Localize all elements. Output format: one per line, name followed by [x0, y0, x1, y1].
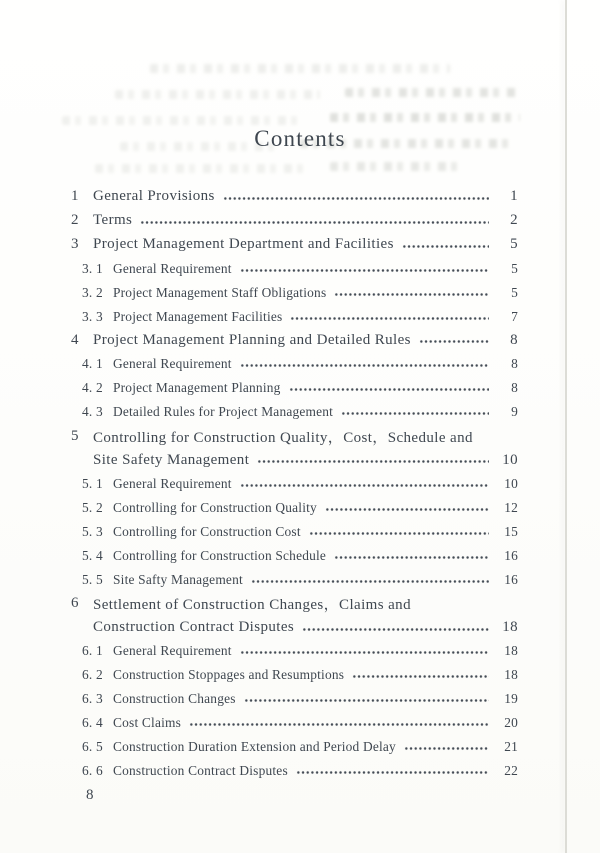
entry-title: Controlling for Construction Quality，Cost，Schedule and — [93, 429, 473, 446]
toc-entry — [71, 352, 518, 376]
toc-entry — [71, 305, 518, 329]
dot-leader — [419, 329, 489, 353]
entry-number: 5. 1 — [82, 476, 103, 492]
toc-entry — [71, 520, 518, 544]
entry-number: 6. 1 — [82, 643, 103, 659]
entry-number: 3. 2 — [82, 284, 103, 300]
entry-page-number: 16 — [504, 547, 518, 563]
entry-page-number: 18 — [504, 667, 518, 683]
entry-number: 5. 4 — [82, 547, 103, 563]
bleed-through-ghost-text — [150, 64, 450, 73]
entry-number: 3. 3 — [82, 308, 103, 324]
toc-entry — [71, 663, 518, 687]
entry-number: 4. 1 — [82, 356, 103, 372]
entry-page-number: 18 — [502, 619, 518, 636]
entry-number: 6. 6 — [82, 763, 103, 779]
entry-title: Terms — [93, 212, 133, 229]
toc-entry — [71, 257, 518, 281]
bleed-through-ghost-text — [330, 113, 520, 122]
entry-number: 4. 3 — [82, 404, 103, 420]
entry-number: 6. 5 — [82, 739, 103, 755]
table-of-contents — [71, 185, 518, 783]
dot-leader — [296, 759, 489, 783]
entry-page-number: 10 — [502, 451, 518, 468]
entry-title: Site Safty Management — [113, 571, 243, 587]
dot-leader — [334, 281, 489, 305]
toc-entry — [71, 687, 518, 711]
entry-title: Construction Stoppages and Resumptions — [113, 667, 345, 683]
entry-number: 4. 2 — [82, 380, 103, 396]
entry-title: Detailed Rules for Project Management — [113, 404, 334, 420]
page-edge-line — [565, 0, 567, 853]
dot-leader — [290, 305, 489, 329]
entry-title: Construction Contract Disputes — [93, 619, 295, 636]
entry-title: Project Management Facilities — [113, 308, 283, 324]
toc-entry-continuation — [71, 448, 518, 472]
entry-number: 3 — [71, 236, 79, 253]
bleed-through-ghost-text — [95, 164, 305, 173]
entry-title: Construction Contract Disputes — [113, 763, 288, 779]
toc-entry — [71, 185, 518, 209]
entry-page-number: 18 — [504, 643, 518, 659]
toc-entry — [71, 281, 518, 305]
folio-page-number: 8 — [86, 787, 94, 803]
toc-entry — [71, 759, 518, 783]
dot-leader — [257, 448, 489, 472]
entry-page-number: 8 — [510, 331, 518, 348]
dot-leader — [240, 352, 489, 376]
entry-page-number: 15 — [504, 523, 518, 539]
entry-page-number: 19 — [504, 691, 518, 707]
entry-number: 6. 4 — [82, 715, 103, 731]
toc-entry — [71, 209, 518, 233]
dot-leader — [402, 233, 489, 257]
entry-number: 5. 5 — [82, 571, 103, 587]
dot-leader — [302, 616, 489, 640]
bleed-through-ghost-text — [345, 88, 520, 97]
contents-title: Contents — [254, 126, 346, 151]
dot-leader — [240, 640, 489, 664]
entry-number: 5. 2 — [82, 499, 103, 515]
dot-leader — [240, 257, 489, 281]
entry-title: General Requirement — [113, 260, 232, 276]
toc-entry — [71, 233, 518, 257]
toc-entry — [71, 329, 518, 353]
dot-leader — [251, 568, 489, 592]
entry-page-number: 5 — [510, 236, 518, 253]
entry-page-number: 20 — [504, 715, 518, 731]
toc-entry — [71, 424, 518, 448]
toc-entry — [71, 472, 518, 496]
entry-number: 5 — [71, 427, 79, 444]
entry-page-number: 5 — [511, 284, 518, 300]
entry-title: Cost Claims — [113, 715, 182, 731]
toc-entry — [71, 544, 518, 568]
entry-title: General Requirement — [113, 356, 232, 372]
dot-leader — [140, 209, 489, 233]
toc-entry — [71, 711, 518, 735]
entry-page-number: 7 — [511, 308, 518, 324]
entry-title: Controlling for Construction Schedule — [113, 547, 327, 563]
entry-page-number: 2 — [510, 212, 518, 229]
entry-number: 6 — [71, 595, 79, 612]
toc-entry — [71, 592, 518, 616]
entry-number: 2 — [71, 212, 79, 229]
entry-title: Controlling for Construction Cost — [113, 523, 301, 539]
dot-leader — [240, 472, 489, 496]
entry-page-number: 12 — [504, 499, 518, 515]
toc-entry — [71, 496, 518, 520]
entry-title: General Requirement — [113, 476, 232, 492]
bleed-through-ghost-text — [330, 162, 460, 171]
toc-entry-continuation — [71, 616, 518, 640]
entry-title: Site Safety Management — [93, 451, 250, 468]
entry-title: Project Management Planning and Detailed Rules — [93, 331, 411, 348]
dot-leader — [244, 687, 489, 711]
dot-leader — [189, 711, 489, 735]
entry-page-number: 5 — [511, 260, 518, 276]
entry-page-number: 22 — [504, 763, 518, 779]
dot-leader — [341, 400, 489, 424]
entry-title: Project Management Staff Obligations — [113, 284, 327, 300]
entry-number: 4 — [71, 331, 79, 348]
entry-title: Settlement of Construction Changes，Claims and — [93, 597, 411, 614]
dot-leader — [309, 520, 489, 544]
dot-leader — [404, 735, 489, 759]
bleed-through-ghost-text — [62, 116, 302, 125]
entry-number: 5. 3 — [82, 523, 103, 539]
bleed-through-ghost-text — [115, 90, 320, 99]
entry-page-number: 8 — [511, 380, 518, 396]
toc-entry — [71, 568, 518, 592]
entry-number: 6. 3 — [82, 691, 103, 707]
entry-number: 1 — [71, 188, 79, 205]
toc-entry — [71, 735, 518, 759]
entry-page-number: 16 — [504, 571, 518, 587]
entry-page-number: 1 — [510, 188, 518, 205]
entry-number: 6. 2 — [82, 667, 103, 683]
entry-title: Construction Changes — [113, 691, 236, 707]
entry-page-number: 8 — [511, 356, 518, 372]
dot-leader — [223, 185, 489, 209]
entry-title: Controlling for Construction Quality — [113, 499, 317, 515]
entry-title: General Requirement — [113, 643, 232, 659]
toc-entry — [71, 376, 518, 400]
entry-title: Project Management Planning — [113, 380, 281, 396]
dot-leader — [289, 376, 489, 400]
entry-title: Project Management Department and Facilities — [93, 236, 394, 253]
entry-page-number: 9 — [511, 404, 518, 420]
toc-entry — [71, 400, 518, 424]
entry-page-number: 21 — [504, 739, 518, 755]
toc-entry — [71, 640, 518, 664]
dot-leader — [334, 544, 489, 568]
entry-number: 3. 1 — [82, 260, 103, 276]
entry-page-number: 10 — [504, 476, 518, 492]
dot-leader — [352, 663, 489, 687]
entry-title: Construction Duration Extension and Period Delay — [113, 739, 396, 755]
entry-title: General Provisions — [93, 188, 215, 205]
dot-leader — [325, 496, 489, 520]
